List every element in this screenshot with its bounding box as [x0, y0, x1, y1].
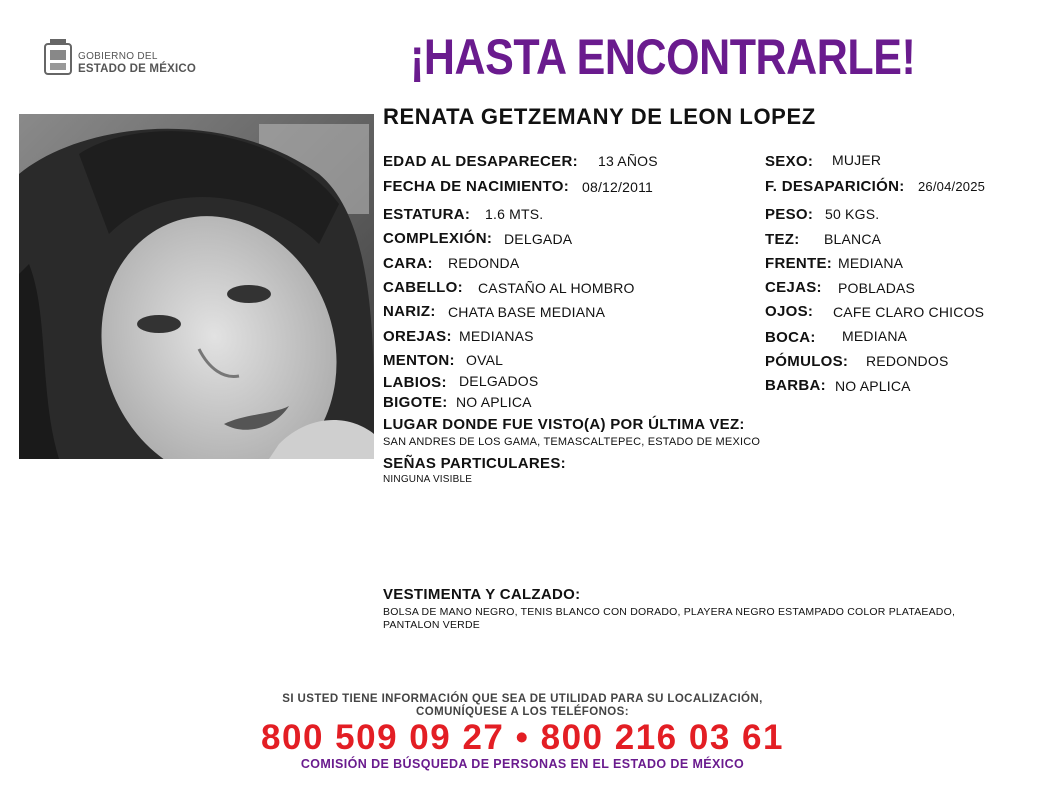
height-value: 1.6 MTS.: [485, 206, 544, 222]
chin-label: MENTON:: [383, 352, 455, 369]
build-label: COMPLEXIÓN:: [383, 230, 493, 247]
clothing-line-2: PANTALON VERDE: [383, 619, 480, 631]
logo-line-2: ESTADO DE MÉXICO: [78, 63, 196, 75]
mustache-label: BIGOTE:: [383, 394, 448, 411]
marks-value: NINGUNA VISIBLE: [383, 474, 473, 485]
person-name: RENATA GETZEMANY DE LEON LOPEZ: [383, 104, 816, 129]
cheekbones-value: REDONDOS: [866, 353, 949, 369]
birthdate-value: 08/12/2011: [582, 179, 654, 195]
headline: ¡HASTA ENCONTRARLE!: [410, 29, 916, 85]
missing-date-value: 26/04/2025: [918, 179, 986, 194]
marks-label: SEÑAS PARTICULARES:: [383, 455, 566, 472]
phone-2[interactable]: 800 216 03 61: [540, 718, 784, 757]
chin-value: OVAL: [466, 352, 504, 368]
lips-label: LABIOS:: [383, 374, 447, 391]
person-photo: [19, 114, 374, 459]
lips-value: DELGADOS: [459, 373, 539, 389]
footer-info-line-1: SI USTED TIENE INFORMACIÓN QUE SEA DE UTILIDAD PARA SU LOCALIZACIÓN,: [282, 693, 763, 705]
eyebrows-value: POBLADAS: [838, 280, 916, 296]
footer-info-line-2: COMUNÍQUESE A LOS TELÉFONOS:: [416, 706, 629, 718]
complexion-label: TEZ:: [765, 231, 800, 248]
nose-label: NARIZ:: [383, 303, 436, 320]
face-value: REDONDA: [448, 255, 520, 271]
sex-value: MUJER: [832, 152, 882, 168]
state-logo: [42, 38, 212, 80]
forehead-value: MEDIANA: [838, 255, 904, 271]
clothing-label: VESTIMENTA Y CALZADO:: [383, 586, 581, 603]
age-value: 13 AÑOS: [598, 153, 658, 169]
beard-value: NO APLICA: [835, 378, 911, 394]
forehead-label: FRENTE:: [765, 255, 833, 272]
phone-1[interactable]: 800 509 09 27: [261, 718, 505, 757]
age-label: EDAD AL DESAPARECER:: [383, 153, 578, 170]
cheekbones-label: PÓMULOS:: [765, 353, 849, 370]
state-crest-icon: [42, 38, 74, 76]
eyes-value: CAFE CLARO CHICOS: [833, 304, 985, 320]
phone-numbers: [0, 718, 1045, 758]
mouth-value: MEDIANA: [842, 328, 908, 344]
eyes-label: OJOS:: [765, 303, 814, 320]
missing-date-label: F. DESAPARICIÓN:: [765, 178, 905, 195]
height-label: ESTATURA:: [383, 206, 471, 223]
beard-label: BARBA:: [765, 377, 826, 394]
ears-label: OREJAS:: [383, 328, 452, 345]
nose-value: CHATA BASE MEDIANA: [448, 304, 606, 320]
last-seen-label: LUGAR DONDE FUE VISTO(A) POR ÚLTIMA VEZ:: [383, 416, 745, 433]
eyebrows-label: CEJAS:: [765, 279, 822, 296]
mustache-value: NO APLICA: [456, 394, 532, 410]
mouth-label: BOCA:: [765, 329, 816, 346]
build-value: DELGADA: [504, 231, 573, 247]
hair-label: CABELLO:: [383, 279, 463, 296]
birthdate-label: FECHA DE NACIMIENTO:: [383, 178, 569, 195]
sex-label: SEXO:: [765, 153, 814, 170]
weight-value: 50 KGS.: [825, 206, 880, 222]
clothing-line-1: BOLSA DE MANO NEGRO, TENIS BLANCO CON DORADO, PLAYERA NEGRO ESTAMPADO COLOR PLATAEADO,: [383, 606, 956, 618]
phone-separator: •: [515, 718, 530, 757]
weight-label: PESO:: [765, 206, 814, 223]
complexion-value: BLANCA: [824, 231, 882, 247]
hair-value: CASTAÑO AL HOMBRO: [478, 280, 635, 296]
ears-value: MEDIANAS: [459, 328, 534, 344]
portrait-image: [19, 114, 374, 459]
agency-name: COMISIÓN DE BÚSQUEDA DE PERSONAS EN EL ESTADO DE MÉXICO: [300, 757, 745, 771]
last-seen-value: SAN ANDRES DE LOS GAMA, TEMASCALTEPEC, ESTADO DE MEXICO: [383, 436, 761, 448]
logo-line-1: GOBIERNO DEL: [78, 51, 158, 62]
face-label: CARA:: [383, 255, 433, 272]
